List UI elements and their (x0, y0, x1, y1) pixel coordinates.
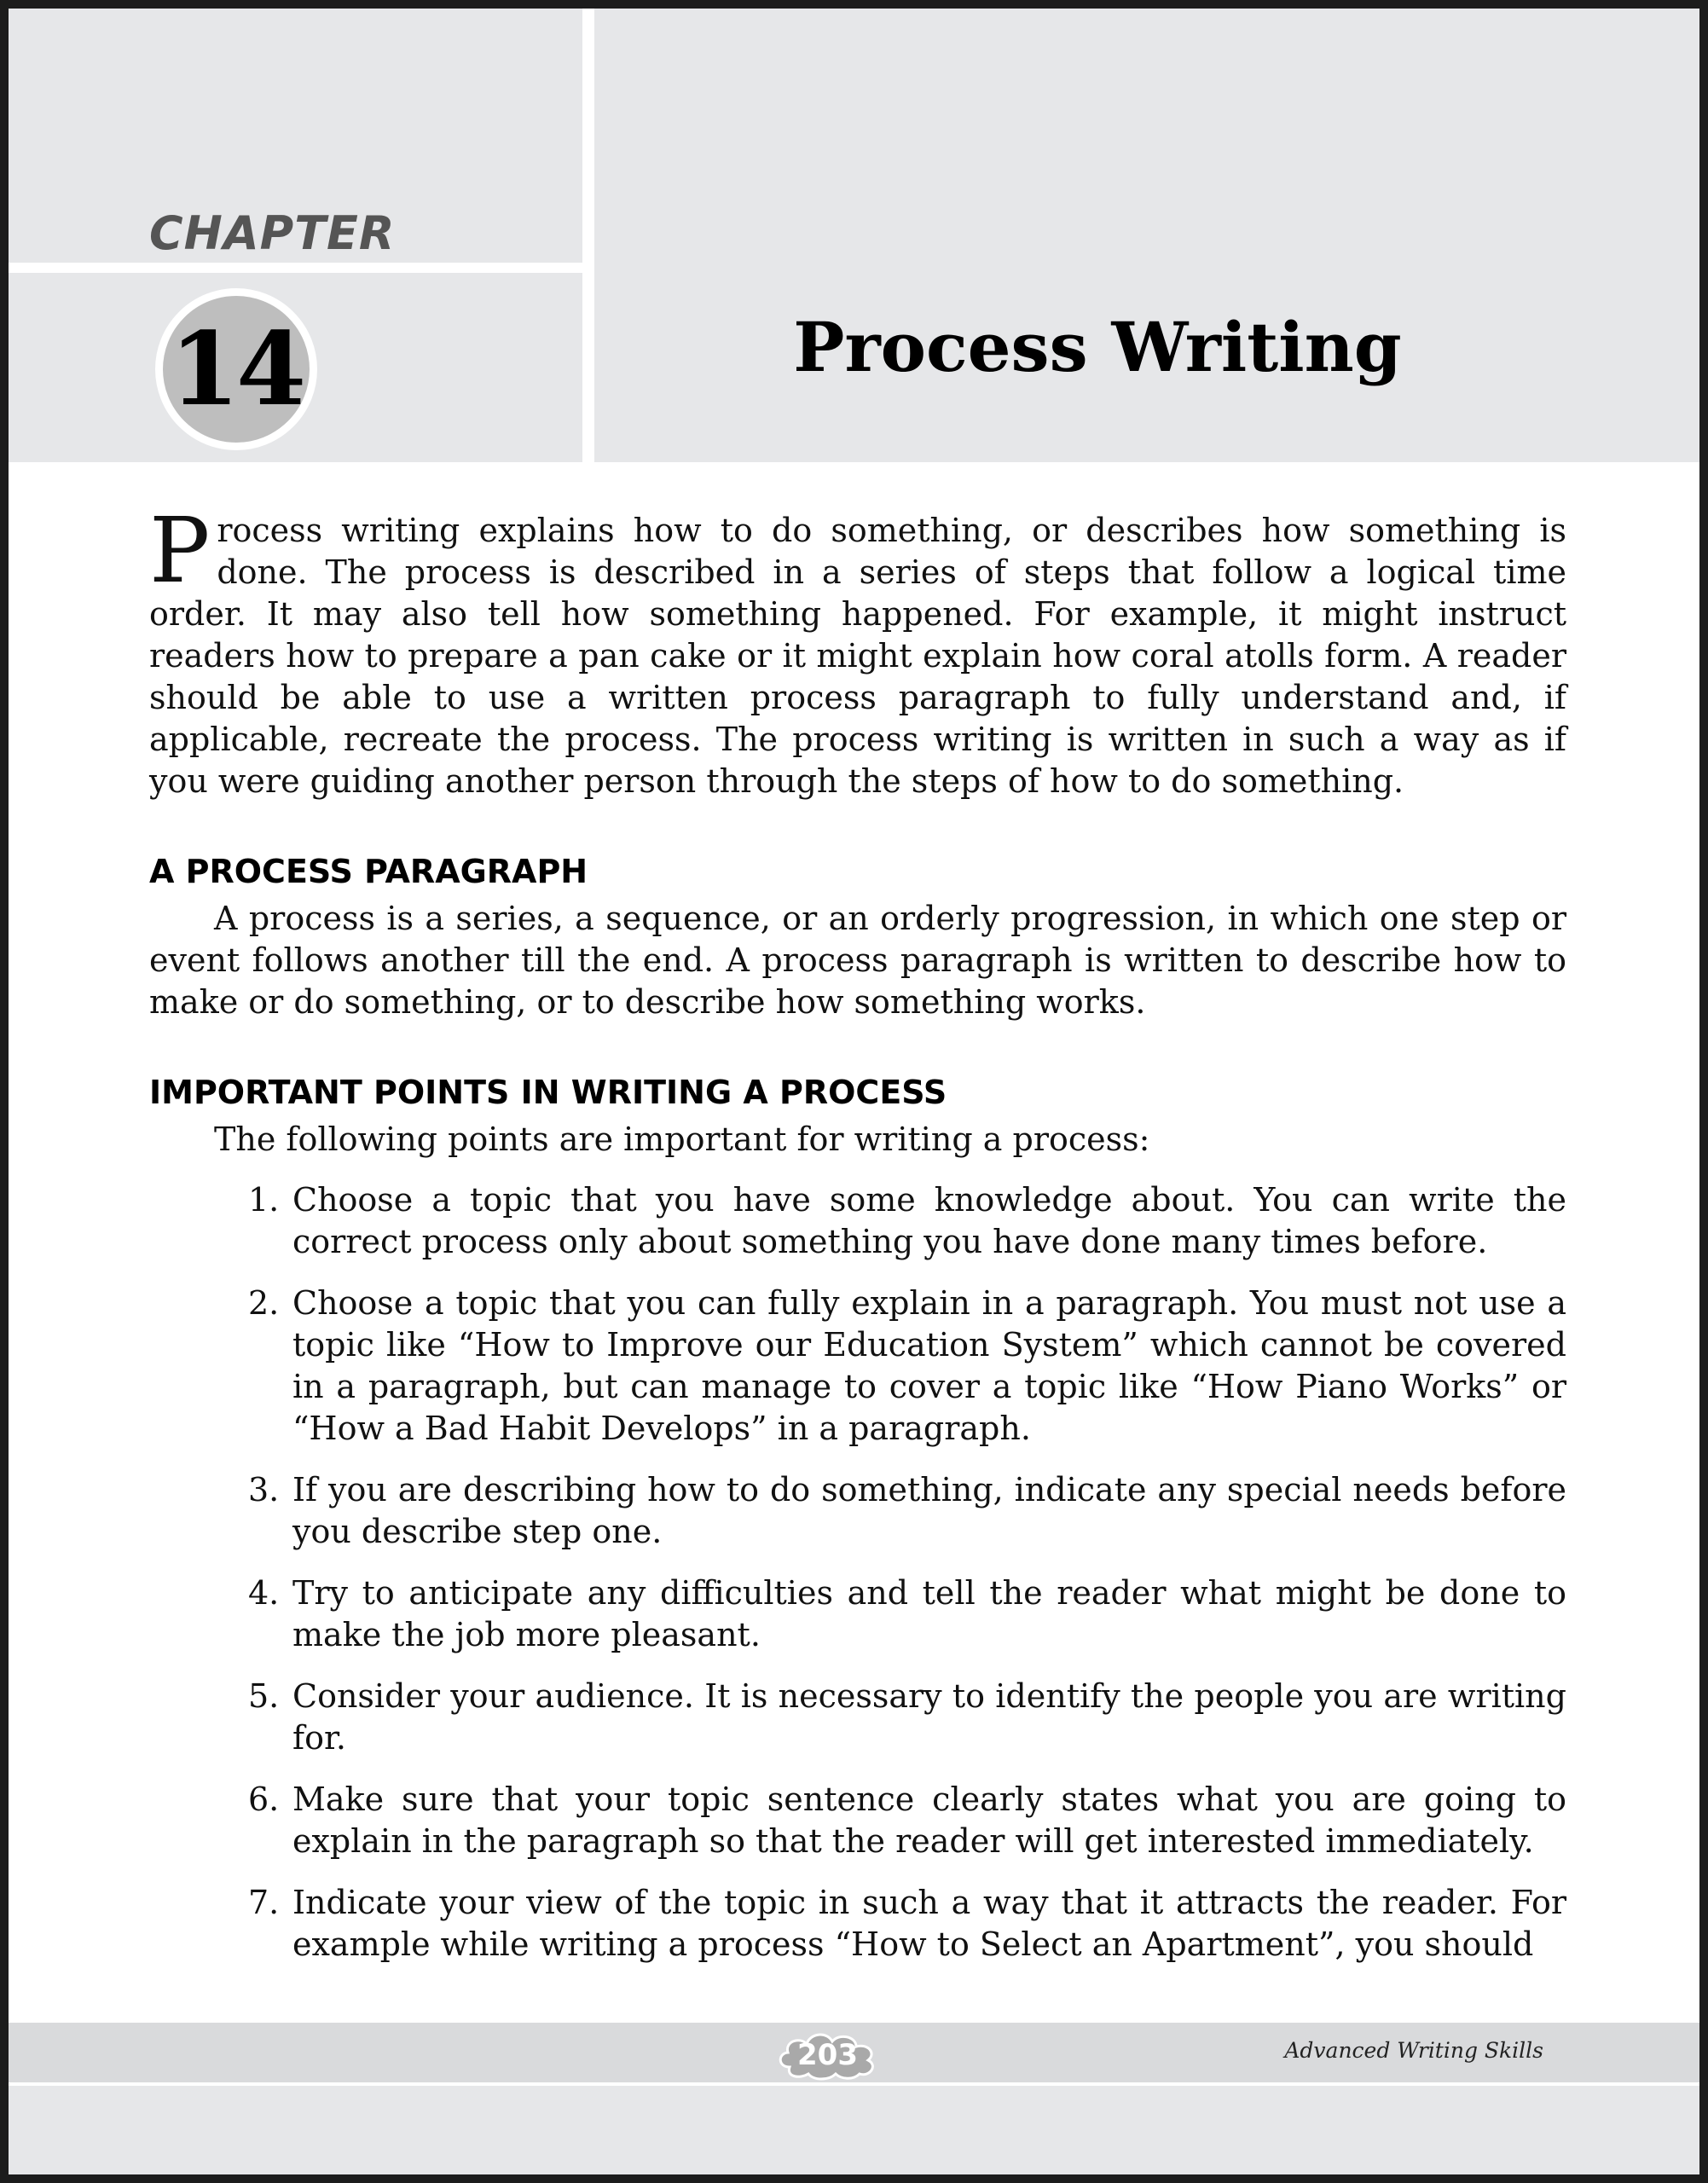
page (9, 9, 1699, 2174)
list-item (149, 1179, 1566, 1263)
footer-panel (9, 2086, 1699, 2174)
list-item-number: 7. (248, 1884, 280, 1921)
important-points-lead: The following points are important for writing a process: (214, 1120, 1150, 1158)
list-item-number: 5. (248, 1677, 280, 1715)
chapter-number: 14 (169, 310, 304, 428)
section-heading-important-points: IMPORTANT POINTS IN WRITING A PROCESS (149, 1074, 947, 1111)
list-item-text: Try to anticipate any difficulties and tell the reader what might be done to make the job more pleasant. (292, 1574, 1566, 1653)
process-paragraph-text: A process is a series, a sequence, or an orderly progression, in which one step or event follows another till the end. A process paragraph is written to describe how to make or do something, or to describe how something works. (149, 900, 1566, 1021)
running-title: Advanced Writing Skills (1284, 2038, 1543, 2063)
list-item-number: 2. (248, 1284, 280, 1322)
list-item (149, 1882, 1566, 1966)
list-item (149, 1572, 1566, 1656)
important-points-list (149, 1179, 1566, 1966)
list-item-number: 4. (248, 1574, 280, 1612)
page-number: 203 (797, 2038, 858, 2072)
list-item-text: Choose a topic that you can fully explain in a paragraph. You must not use a topic like “How to Improve our Education System” which cannot be covered in a paragraph, but can manage to cover a topic like “How Piano Works” or “How a Bad Habit Develops” in a paragraph. (292, 1284, 1566, 1447)
chapter-label: CHAPTER (149, 206, 396, 260)
list-item-text: Consider your audience. It is necessary to identify the people you are writing for. (292, 1677, 1566, 1757)
list-item (149, 1283, 1566, 1450)
chapter-title: Process Writing (793, 307, 1402, 387)
intro-paragraph (149, 498, 1566, 802)
list-item-text: If you are describing how to do something, indicate any special needs before you describe step one. (292, 1471, 1566, 1550)
list-item (149, 1469, 1566, 1553)
body-text (149, 498, 1566, 1985)
list-item-number: 6. (248, 1781, 280, 1818)
section-heading-process-paragraph: A PROCESS PARAGRAPH (149, 853, 588, 890)
intro-text: rocess writing explains how to do something, or describes how something is done. The process is described in a series of steps that follow a logical time order. It may also tell how something happened. For example, it might instruct readers how to prepare a pan cake or it might explain how coral atolls form. A reader should be able to use a written process paragraph to fully understand and, if applicable, recreate the process. The process writing is written in such a way as if you were guiding another person through the steps of how to do something. (149, 512, 1566, 800)
list-item-text: Make sure that your topic sentence clearly states what you are going to explain in the paragraph so that the reader will get interested immediately. (292, 1781, 1566, 1860)
list-item-text: Choose a topic that you have some knowledge about. You can write the correct process only about something you have done many times before. (292, 1181, 1566, 1260)
list-item-number: 1. (248, 1181, 280, 1219)
chapter-number-badge (155, 288, 317, 450)
list-item-text: Indicate your view of the topic in such a way that it attracts the reader. For example while writing a process “How to Select an Apartment”, you should (292, 1884, 1566, 1963)
header-panel-right (594, 9, 1699, 462)
list-item-number: 3. (248, 1471, 280, 1508)
drop-cap: P (149, 498, 211, 603)
list-item (149, 1779, 1566, 1862)
list-item (149, 1676, 1566, 1759)
